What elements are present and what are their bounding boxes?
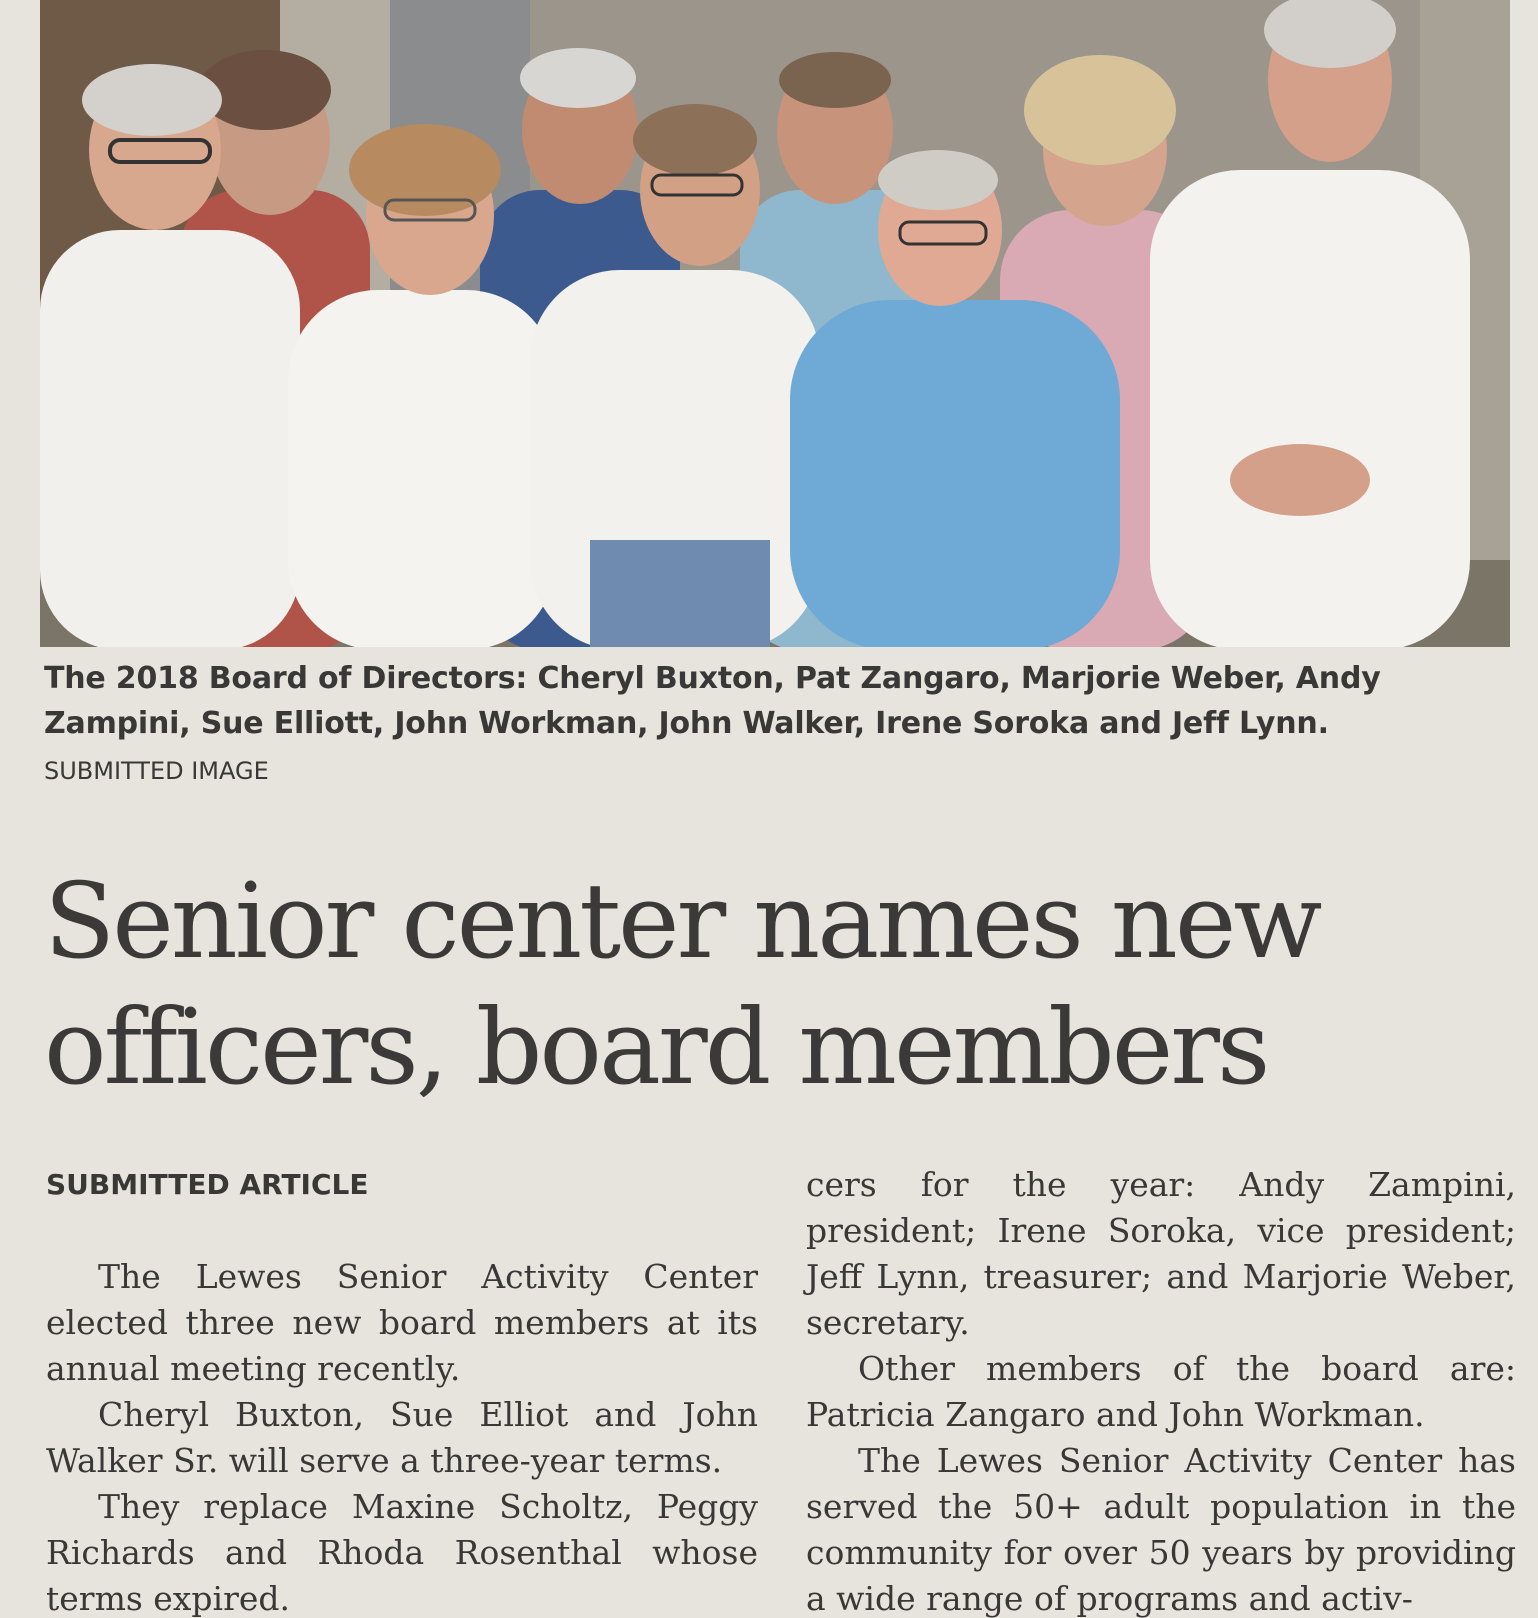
group-photo-illustration — [40, 0, 1510, 647]
paragraph-continued: cers for the year: Andy Zampini, president; Irene Soroka, vice president; Jeff Lynn, treasurer; and Marjorie Weber, secretary. — [806, 1165, 1516, 1342]
paragraph: They replace Maxine Scholtz, Peggy Richards and Rhoda Rosenthal whose terms expired. — [46, 1487, 758, 1618]
article-headline: Senior center names new officers, board members — [44, 860, 1320, 1108]
paragraph: The Lewes Senior Activity Center has served the 50+ adult population in the community for over 50 years by providing a wide range of programs and activ- — [806, 1441, 1516, 1618]
paragraph: Cheryl Buxton, Sue Elliot and John Walker Sr. will serve a three-year terms. — [46, 1395, 758, 1480]
article-column-left — [46, 1162, 758, 1618]
article-column-right — [806, 1162, 1516, 1618]
paragraph: The Lewes Senior Activity Center elected three new board members at its annual meeting recently. — [46, 1257, 758, 1388]
photo-caption: The 2018 Board of Directors: Cheryl Buxton, Pat Zangaro, Marjorie Weber, Andy Zampini, Sue Elliott, John Workman, John Walker, Irene Soroka and Jeff Lynn. — [44, 661, 1381, 741]
article-byline: SUBMITTED ARTICLE — [46, 1168, 369, 1201]
paragraph: Other members of the board are: Patricia Zangaro and John Workman. — [806, 1349, 1516, 1434]
board-group-photo — [40, 0, 1510, 647]
photo-credit: SUBMITTED IMAGE — [44, 757, 269, 785]
